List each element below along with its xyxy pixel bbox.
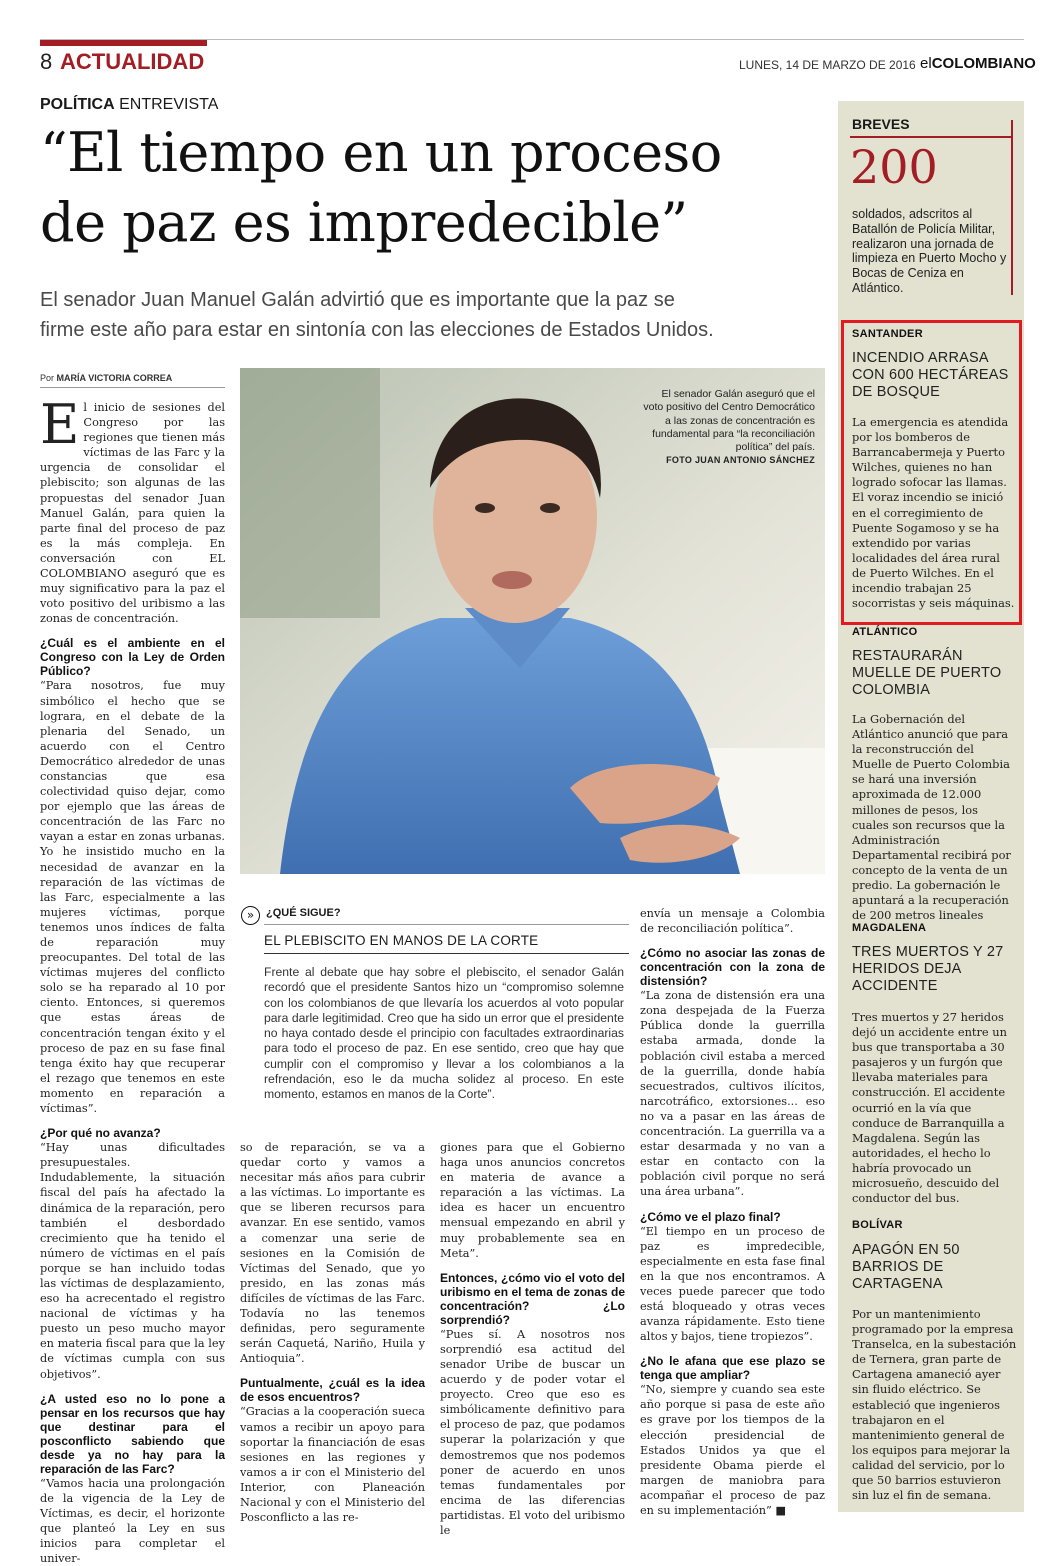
brief-headline: APAGÓN EN 50 BARRIOS DE CARTAGENA bbox=[852, 1242, 960, 1292]
brief-region: ATLÁNTICO bbox=[852, 626, 918, 638]
answer-7: “El tiempo en un proceso de paz es impredecible, especialmente en esta fase final en la que nos encontramos. A veces puede parecer que todo está bloqueado y otras veces avanza rápidamente. Esto tiene altos y bajos, tiene tropiezos”. bbox=[640, 1224, 825, 1344]
article-kicker: POLÍTICA ENTREVISTA bbox=[40, 96, 219, 113]
byline: Por MARÍA VICTORIA CORREA bbox=[40, 373, 173, 383]
question-6: ¿Cómo no asociar las zonas de concentración con la zona de distensión? bbox=[640, 946, 825, 989]
article-column-4 bbox=[640, 906, 825, 1518]
que-sigue-body: Frente al debate que hay sobre el plebiscito, el senador Galán recordó que el presidente Santos hizo un “compromiso solemne con los colombianos de que llevaría los acuerdos al voto popular para darle legitimidad. Creo que ha sido un error que el presidente no haya contado desde el principio con facultades extraordinarias para todo el proceso de paz. En ese sentido, creo que hay que cumplir con el compromiso y llevar a los colombianos a la refrendación, eso le da mucha solidez al proceso. En este momento, estamos en manos de la Corte”. bbox=[264, 965, 624, 1102]
brief-headline: RESTAURARÁN MUELLE DE PUERTO COLOMBIA bbox=[852, 648, 1002, 698]
answer-4: “Gracias a la cooperación sueca vamos a recibir un apoyo para soportar la financiación de esas sesiones en las regiones y vamos a ir con el Ministerio del Interior, con Planeación Nacional y con el Ministerio del Posconflicto a las re- bbox=[240, 1405, 425, 1525]
brief-region: SANTANDER bbox=[852, 328, 923, 340]
answer-3: “Vamos hacia una prolongación de la vigencia de la Ley de Víctimas, es decir, el horizonte que planteó la Ley en sus inicios para completar el univer- bbox=[40, 1476, 225, 1566]
que-sigue-rule bbox=[264, 924, 629, 925]
answer-8: “No, siempre y cuando sea este año porque si pasa de este año es grave por los tiempos de la elección presidencial de Estados Unidos ya que el presidente Obama pierde el margen de maniobra para acompañar el proceso de paz en su implementación” bbox=[640, 1383, 825, 1517]
dropcap: E bbox=[40, 393, 80, 456]
answer-5-continued: envía un mensaje a Colombia de reconciliación política”. bbox=[640, 907, 825, 936]
que-sigue-label: ¿QUÉ SIGUE? bbox=[266, 907, 341, 919]
article-column-1 bbox=[40, 393, 225, 1566]
double-chevron-icon: » bbox=[241, 906, 260, 925]
answer-1: “Para nosotros, fue muy simbólico el hecho que se lograra, en el debate de la plenaria del Senado, un acuerdo con el Centro Democrático alrededor de unas constancias que esa colectividad quiso dejar, como por ejemplo que las áreas de concentración de las Farc no vayan a estar en zonas urbanas. Yo he insistido mucho en la necesidad de avanzar en la reparación de las víctimas de las Farc, especialmente a las mujeres víctimas, porque tenemos unos índices de falta de reparación muy preocupantes. Del total de las víctimas mujeres del conflicto solo se ha reparado al 10 por ciento. Entonces, si queremos que estas áreas de concentración tengan éxito y el proceso de paz en su fase final tenga éxito hay que recuperar el rezago que tenemos en este momento en reparación a víctimas”. bbox=[40, 679, 225, 1116]
article-column-2 bbox=[240, 1140, 425, 1525]
intro-paragraph: l inicio de sesiones del Congreso por las regiones que tienen más víctimas de las Farc y la urgencia de consolidar el plebiscito; son algunas de las propuestas del senador Juan Manuel Galán, para quien la parte final del proceso de paz es la más compleja. En conversación con EL COLOMBIANO aseguró que es muy significativo para la paz el voto positivo del uribismo a las zonas de concentración. bbox=[40, 401, 225, 626]
que-sigue-title: EL PLEBISCITO EN MANOS DE LA CORTE bbox=[264, 933, 539, 948]
answer-4-continued: giones para que el Gobierno haga unos anuncios concretos en materia de avance a reparación a las víctimas. La idea es hacer un encuentro mensual empezando en abril y muy probablemente sea en Meta”. bbox=[440, 1141, 625, 1260]
breves-rule bbox=[850, 136, 1012, 138]
photo-caption: El senador Galán aseguró que el voto positivo del Centro Democrático a las zonas de concentración es fundamental para “la reconciliación política” del país. FOTO JUAN ANTONIO SÁNCHEZ bbox=[643, 388, 815, 466]
breves-big-number: 200 bbox=[850, 140, 938, 194]
answer-3-continued: so de reparación, se va a quedar corto y vamos a necesitar más años para cubrir a las víctimas. Lo importante es que se liberen recursos para avanzar. En ese sentido, vamos a comenzar una serie de sesiones en la Comisión de Víctimas del Senado, que yo presido, en las zonas más difíciles de víctimas de las Farc. Todavía no las tenemos definidas, pero seguramente serán Caquetá, Nariño, Huila y Antioquia”. bbox=[240, 1141, 425, 1366]
answer-5: “Pues sí. A nosotros nos sorprendió esa actitud del senador Uribe de buscar un acuerdo y de poder votar el proyecto. Creo que eso es simbólicamente definitivo para el proceso de paz, que podamos superar la polarización y que demostremos que nos podemos poner de acuerdo en unos temas fundamentales por encima de las diferencias partidistas. El voto del uribismo le bbox=[440, 1327, 625, 1537]
question-2: ¿Por qué no avanza? bbox=[40, 1126, 161, 1141]
article-column-3 bbox=[440, 1140, 625, 1538]
byline-rule bbox=[40, 387, 225, 388]
brief-region: MAGDALENA bbox=[852, 922, 927, 934]
breves-side-rule bbox=[1011, 120, 1013, 295]
question-3: ¿A usted eso no lo pone a pensar en los recursos que hay que destinar para el posconflicto sabiendo que desde ya no hay para la reparación de las Farc? bbox=[40, 1391, 225, 1476]
que-sigue-title-rule bbox=[264, 953, 629, 954]
answer-6: “La zona de distensión era una zona despejada de la Fuerza Pública donde la guerrilla estaba armada, donde la población civil estaba a merced de la guerrilla, donde había secuestrados, cultivos ilícitos, narcotráfico, extorsiones... eso no va a pasar en las áreas de concentración. La guerrilla va a estar desarmada y no van a estar en contacto con la población civil porque no será una área urbana”. bbox=[640, 989, 825, 1199]
issue-date: LUNES, 14 DE MARZO DE 2016 bbox=[739, 58, 916, 72]
answer-2: “Hay unas dificultades presupuestales. Indudablemente, la situación fiscal del país ha afectado la dinámica de la reparación, pero también el desbordado crecimiento que ha tenido el número de víctimas en el país porque se han incluido todas las víctimas de desplazamiento, eso ha acrecentado el registro nacional de víctimas y ha puesto un peso mucho mayor en materia fiscal para que la ley de víctimas cumpla con sus objetivos”. bbox=[40, 1141, 225, 1381]
brief-text: La emergencia es atendida por los bomberos de Barrancabermeja y Puerto Wilches, quienes no han logrado sofocar las llamas. El voraz incendio se inició en el corregimiento de Puente Sogamoso y se ha extendido por varias localidades del área rural de Puerto Wilches. En el incendio trabajan 25 socorristas y seis máquinas. bbox=[852, 415, 1015, 611]
question-5: Entonces, ¿cómo vio el voto del uribismo en el tema de zonas de concentración? ¿Lo sorprendió? bbox=[440, 1270, 625, 1327]
brief-region: BOLÍVAR bbox=[852, 1219, 903, 1231]
section-name: ACTUALIDAD bbox=[60, 49, 205, 74]
end-mark: ■ bbox=[775, 1504, 787, 1517]
article-deck: El senador Juan Manuel Galán advirtió que es importante que la paz se firme este año para estar en sintonía con las elecciones de Estados Unidos. bbox=[40, 289, 714, 341]
question-7: ¿Cómo ve el plazo final? bbox=[640, 1209, 781, 1224]
page-number: 8 bbox=[40, 49, 53, 74]
question-1: ¿Cuál es el ambiente en el Congreso con la Ley de Orden Público? bbox=[40, 636, 225, 679]
breves-title: BREVES bbox=[852, 116, 910, 132]
brief-text: Por un mantenimiento programado por la empresa Transelca, en la subestación de Ternera, gran parte de Cartagena amaneció ayer sin fluido eléctrico. Se estableció que ingenieros trabajaron en el mantenimiento general de los equipos para mejorar la calidad del servicio, por lo que 50 barrios estuvieron sin luz el fin de semana. bbox=[852, 1307, 1017, 1503]
headline: “El tiempo en un proceso de paz es impredecible” bbox=[40, 121, 722, 254]
breves-big-text: soldados, adscritos al Batallón de Policía Militar, realizaron una jornada de limpieza en Puerto Mocho y Bocas de Ceniza en Atlántico. bbox=[852, 207, 1007, 295]
brief-headline: TRES MUERTOS Y 27 HERIDOS DEJA ACCIDENTE bbox=[852, 944, 1004, 994]
brief-headline: INCENDIO ARRASA CON 600 HECTÁREAS DE BOSQUE bbox=[852, 350, 1009, 400]
question-8: ¿No le afana que ese plazo se tenga que ampliar? bbox=[640, 1354, 825, 1383]
brief-text: Tres muertos y 27 heridos dejó un accidente entre un bus que transportaba a 30 pasajeros y un furgón que llevaba materiales para construcción. El accidente ocurrió en la vía que conduce de Barranquilla a Magdalena. Según las autoridades, el hecho lo habría provocado un microsueño, descuido del conductor del bus. bbox=[852, 1010, 1007, 1206]
question-4: Puntualmente, ¿cuál es la idea de esos encuentros? bbox=[240, 1376, 425, 1405]
section-color-bar bbox=[40, 40, 207, 46]
brief-text: La Gobernación del Atlántico anunció que para la reconstrucción del Muelle de Puerto Colombia se hará una inversión aproximada de 12.000 millones de pesos, los cuales son recursos que la Administración Departamental recibirá por concepto de la venta de un predio. La gobernación le apuntará a la recuperación de 200 metros lineales bbox=[852, 712, 1011, 923]
newspaper-logo: elCOLOMBIANO bbox=[920, 55, 1036, 72]
